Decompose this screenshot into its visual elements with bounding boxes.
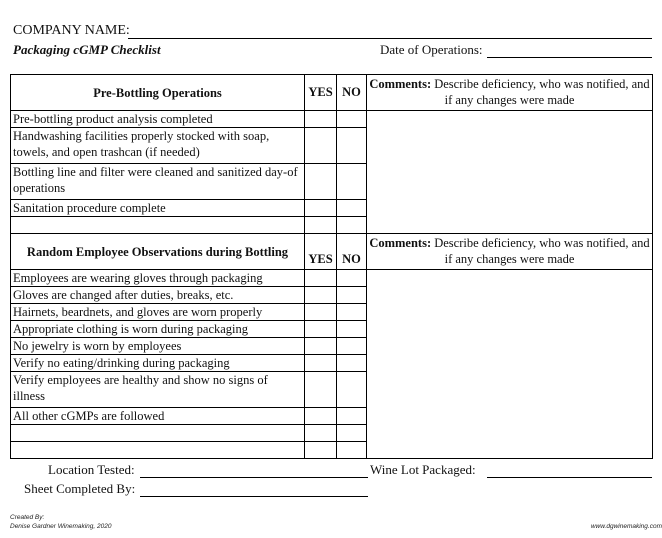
checklist-item: Sanitation procedure complete <box>11 200 305 217</box>
yes-checkbox-cell[interactable] <box>305 408 337 425</box>
yes-checkbox-cell[interactable] <box>305 270 337 287</box>
checklist-item: Employees are wearing gloves through packaging <box>11 270 305 287</box>
comments-header <box>367 234 653 270</box>
yes-checkbox-cell[interactable] <box>305 355 337 372</box>
comments-header <box>367 75 653 111</box>
no-checkbox-cell[interactable] <box>337 128 367 164</box>
date-of-operations-field[interactable] <box>487 57 652 58</box>
no-checkbox-cell[interactable] <box>337 304 367 321</box>
checklist-item: Pre-bottling product analysis completed <box>11 111 305 128</box>
no-checkbox-cell[interactable] <box>337 442 367 459</box>
checklist-item: Verify no eating/drinking during packaging <box>11 355 305 372</box>
no-checkbox-cell[interactable] <box>337 287 367 304</box>
comments-cell[interactable] <box>367 270 653 459</box>
yes-checkbox-cell[interactable] <box>305 217 337 234</box>
yes-checkbox-cell[interactable] <box>305 338 337 355</box>
employee-observations-section-title: Random Employee Observations during Bottling <box>11 234 305 270</box>
no-checkbox-cell[interactable] <box>337 372 367 408</box>
yes-checkbox-cell[interactable] <box>305 128 337 164</box>
comments-cell[interactable] <box>367 111 653 234</box>
comments-bold-label: Comments: <box>369 236 432 250</box>
wine-lot-packaged-label: Wine Lot Packaged: <box>370 462 476 477</box>
yes-checkbox-cell[interactable] <box>305 164 337 200</box>
checklist-item: Handwashing facilities properly stocked with soap, towels, and open trashcan (if needed) <box>11 128 305 164</box>
checklist-item: No jewelry is worn by employees <box>11 338 305 355</box>
company-name-field[interactable] <box>128 38 652 39</box>
checklist-item: Gloves are changed after duties, breaks, etc. <box>11 287 305 304</box>
yes-checkbox-cell[interactable] <box>305 442 337 459</box>
checklist-item <box>11 217 305 234</box>
no-checkbox-cell[interactable] <box>337 217 367 234</box>
wine-lot-packaged-field[interactable] <box>487 477 652 478</box>
date-of-operations-label: Date of Operations: <box>380 42 483 57</box>
yes-checkbox-cell[interactable] <box>305 287 337 304</box>
no-checkbox-cell[interactable] <box>337 111 367 128</box>
yes-checkbox-cell[interactable] <box>305 304 337 321</box>
checklist-item <box>11 442 305 459</box>
no-checkbox-cell[interactable] <box>337 270 367 287</box>
pre-bottling-table <box>10 74 653 459</box>
no-column-header: NO <box>337 75 367 111</box>
no-checkbox-cell[interactable] <box>337 164 367 200</box>
no-column-header: NO <box>337 234 367 270</box>
no-checkbox-cell[interactable] <box>337 425 367 442</box>
website-link[interactable]: www.dgwinemaking.com <box>590 523 662 530</box>
location-tested-field[interactable] <box>140 477 368 478</box>
company-name-label: COMPANY NAME: <box>13 23 130 38</box>
sheet-completed-by-label: Sheet Completed By: <box>24 481 136 496</box>
yes-checkbox-cell[interactable] <box>305 321 337 338</box>
no-checkbox-cell[interactable] <box>337 200 367 217</box>
yes-checkbox-cell[interactable] <box>305 111 337 128</box>
checklist-title: Packaging cGMP Checklist <box>13 42 161 57</box>
yes-checkbox-cell[interactable] <box>305 372 337 408</box>
checklist-item: Bottling line and filter were cleaned and sanitized day-of operations <box>11 164 305 200</box>
comments-description: Describe deficiency, who was notified, and if any changes were made <box>434 236 650 266</box>
yes-column-header: YES <box>305 75 337 111</box>
created-by-label: Created By: <box>10 514 45 521</box>
checklist-item <box>11 425 305 442</box>
no-checkbox-cell[interactable] <box>337 321 367 338</box>
no-checkbox-cell[interactable] <box>337 355 367 372</box>
checklist-item: All other cGMPs are followed <box>11 408 305 425</box>
checklist-item: Appropriate clothing is worn during packaging <box>11 321 305 338</box>
location-tested-label: Location Tested: <box>48 462 135 477</box>
pre-bottling-section-title: Pre-Bottling Operations <box>11 75 305 111</box>
comments-description: Describe deficiency, who was notified, and if any changes were made <box>434 77 650 107</box>
comments-bold-label: Comments: <box>369 77 432 91</box>
yes-checkbox-cell[interactable] <box>305 425 337 442</box>
checklist-item: Verify employees are healthy and show no signs of illness <box>11 372 305 408</box>
checklist-item: Hairnets, beardnets, and gloves are worn properly <box>11 304 305 321</box>
author-credit: Denise Gardner Winemaking, 2020 <box>10 523 112 530</box>
no-checkbox-cell[interactable] <box>337 408 367 425</box>
yes-column-header: YES <box>305 234 337 270</box>
yes-checkbox-cell[interactable] <box>305 200 337 217</box>
sheet-completed-by-field[interactable] <box>140 496 368 497</box>
no-checkbox-cell[interactable] <box>337 338 367 355</box>
